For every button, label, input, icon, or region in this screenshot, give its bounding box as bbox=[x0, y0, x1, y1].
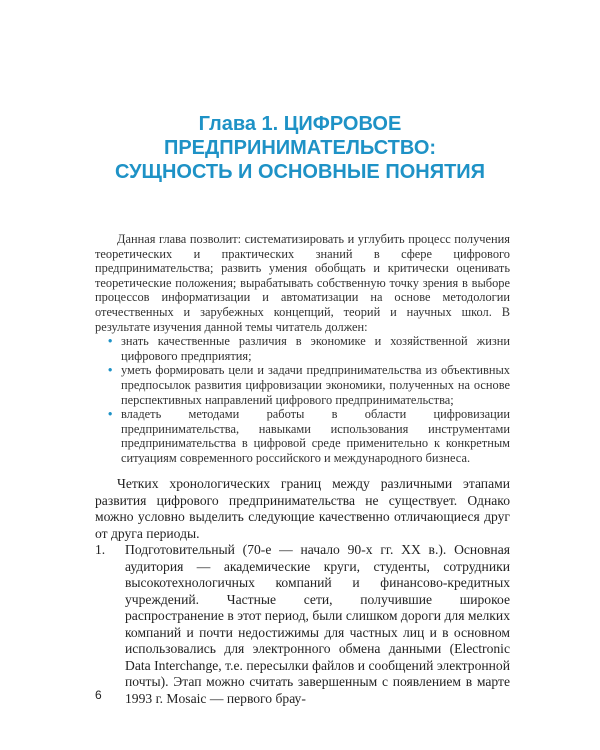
bullet-icon: • bbox=[108, 407, 113, 422]
list-item bbox=[108, 334, 510, 363]
list-item-text: Подготовительный (70-е — начало 90-х гг. XX в.). Основная аудитория — академические круги, студенты, сотрудники высокотехнологичных компаний и финансово-кредитных учреждений. Частные сети, получившие широкое распространение в этот период, были слишком дороги для мелких компаний и почти недостижимы для частных лиц и в основном использовались для электронного обмена данными (Electronic Data Interchange, т.е. пересылки файлов и сообщений электронной почты). Этап можно считать завершенным с появлением в марте 1993 г. Mosaic — первого брау- bbox=[125, 542, 510, 706]
numbered-list-item bbox=[95, 542, 510, 707]
chapter-title-line: Глава 1. ЦИФРОВОЕ bbox=[198, 113, 402, 135]
list-item-text: знать качественные различия в экономике и хозяйственной жизни цифрового предприятия; bbox=[121, 334, 510, 363]
intro-paragraph: Данная глава позволит: систематизировать и углубить процесс получения теоретических и практических знаний в сфере цифрового предпринимательства; развить умения обобщать и критически оценивать теоретические положения; вырабатывать собственную точку зрения в выборе процессов информатизации и автоматизации на основе методологии отечественных и зарубежных концепций, теорий и научных школ. В результате изучения данной темы читатель должен: bbox=[95, 232, 510, 334]
page-number: 6 bbox=[95, 688, 102, 702]
chapter-intro bbox=[95, 232, 510, 466]
chapter-title-line: СУЩНОСТЬ И ОСНОВНЫЕ ПОНЯТИЯ bbox=[114, 161, 486, 183]
list-item bbox=[108, 407, 510, 465]
chapter-title-line: ПРЕДПРИНИМАТЕЛЬСТВО: bbox=[163, 137, 437, 159]
list-number: 1. bbox=[95, 542, 106, 557]
body-paragraph: Четких хронологических границ между различными этапами развития цифрового предпринимательства не существует. Однако можно условно выделить следующие качественно отличающиеся друг от друга периоды. bbox=[95, 476, 510, 541]
list-item-text: владеть методами работы в области цифровизации предпринимательства, навыками использования инструментами предпринимательства в цифровой среде применительно к конкретным ситуациям современного российского и международного бизнеса. bbox=[121, 407, 510, 465]
main-text bbox=[95, 476, 510, 707]
bullet-icon: • bbox=[108, 363, 113, 378]
list-item bbox=[108, 363, 510, 407]
chapter-title bbox=[0, 112, 600, 184]
bullet-icon: • bbox=[108, 334, 113, 349]
list-item-text: уметь формировать цели и задачи предпринимательства из объективных предпосылок развития цифровизации экономики, полученных на основе перспективных направлений цифрового предпринимательства; bbox=[121, 363, 510, 407]
learning-outcomes-list bbox=[95, 334, 510, 465]
